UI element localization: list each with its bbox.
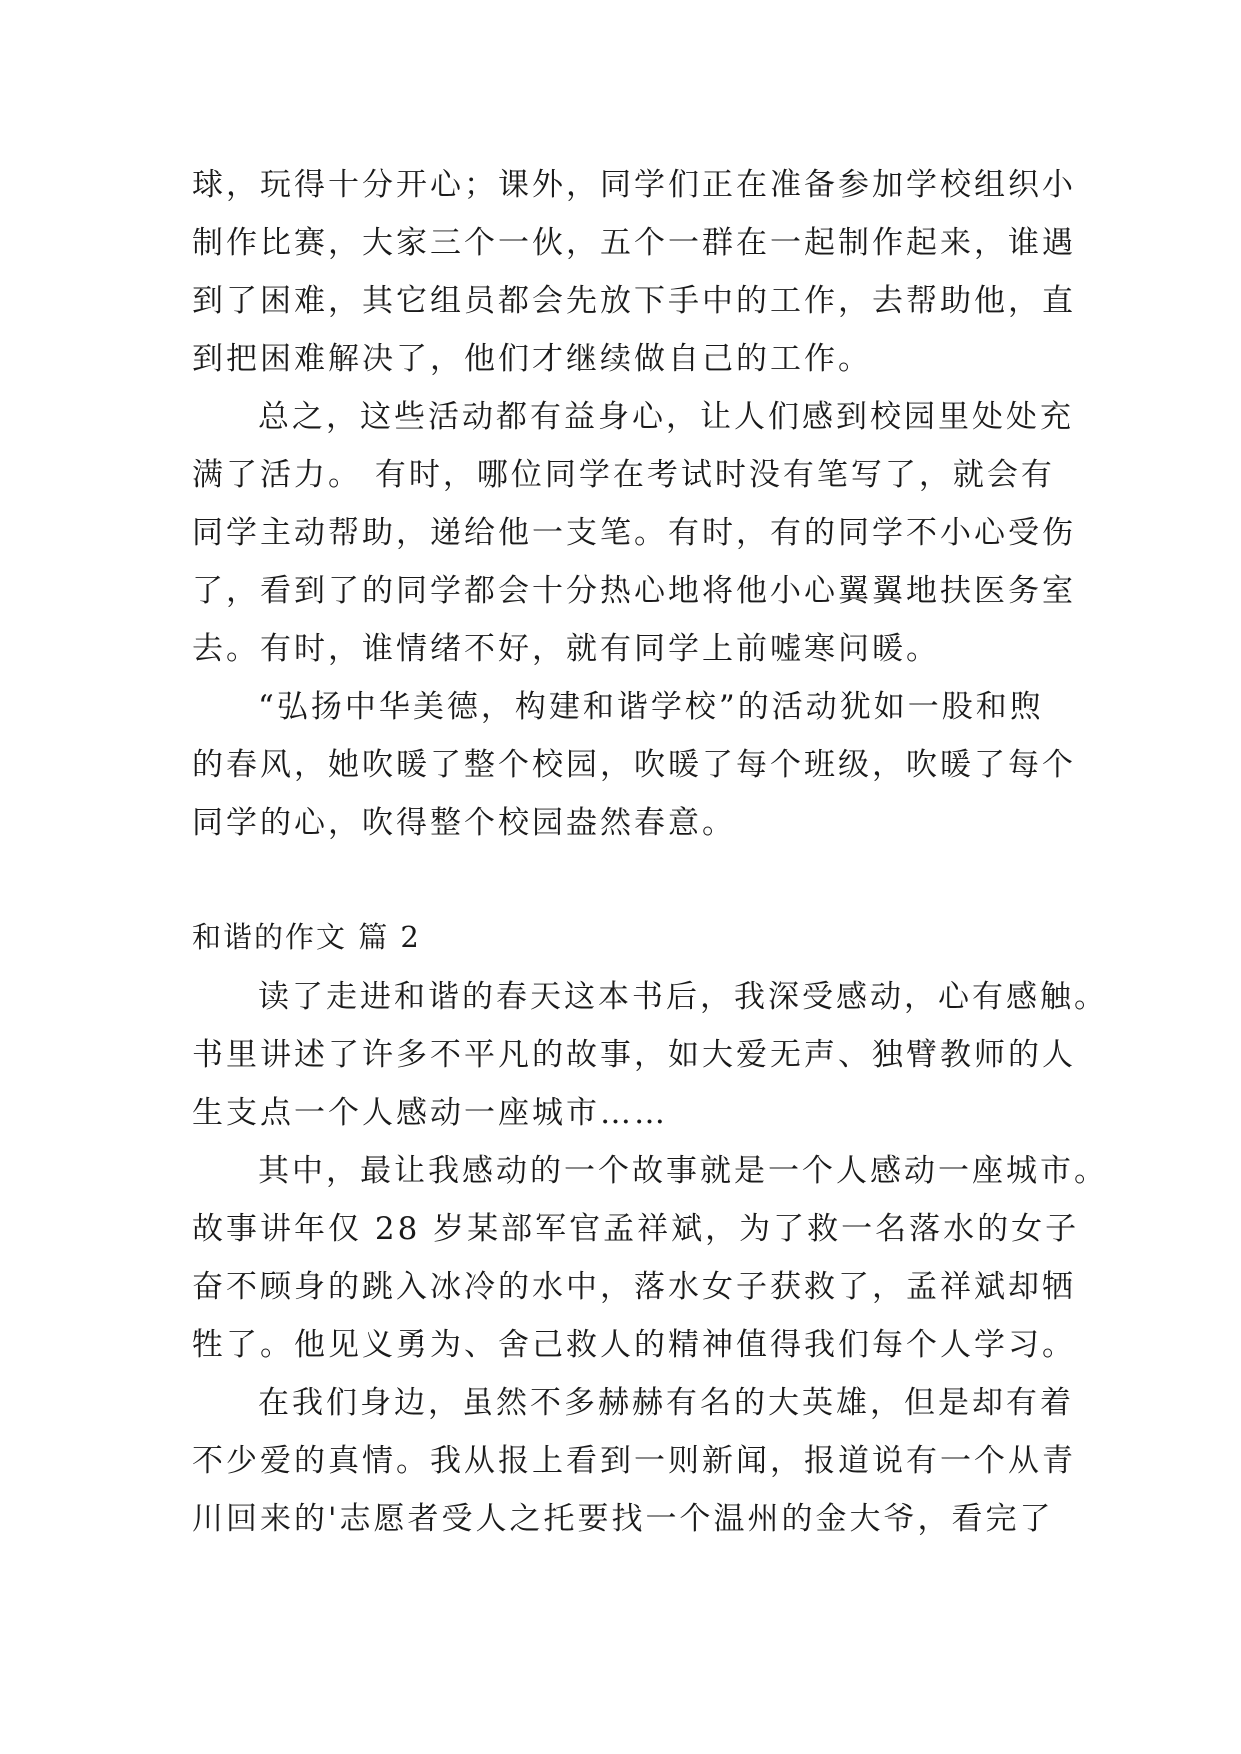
paragraph-line: 不少爱的真情。我从报上看到一则新闻，报道说有一个从青	[192, 1443, 1076, 1479]
paragraph-line: 牲了。他见义勇为、舍己救人的精神值得我们每个人学习。	[192, 1327, 1076, 1363]
paragraph-line: 同学的心，吹得整个校园盎然春意。	[192, 805, 736, 841]
essay-section-1	[192, 156, 1076, 852]
paragraph-line: 到了困难，其它组员都会先放下手中的工作，去帮助他，直	[192, 283, 1076, 319]
paragraph-line: “弘扬中华美德，构建和谐学校”的活动犹如一股和煦	[258, 689, 1044, 725]
paragraph-line: 去。有时，谁情绪不好，就有同学上前嘘寒问暖。	[192, 631, 940, 667]
paragraph-line: 满了活力。 有时，哪位同学在考试时没有笔写了，就会有	[192, 457, 1055, 493]
essay-section-2	[192, 968, 1108, 1548]
paragraph-line: 同学主动帮助，递给他一支笔。有时，有的同学不小心受伤	[192, 515, 1076, 551]
paragraph-line: 书里讲述了许多不平凡的故事，如大爱无声、独臂教师的人	[192, 1037, 1076, 1073]
paragraph-line: 读了走进和谐的春天这本书后，我深受感动，心有感触。	[258, 979, 1108, 1015]
paragraph-line: 总之，这些活动都有益身心，让人们感到校园里处处充	[258, 399, 1074, 435]
paragraph-line: 的春风，她吹暖了整个校园，吹暖了每个班级，吹暖了每个	[192, 747, 1076, 783]
essay-heading: 和谐的作文 篇 2	[192, 920, 421, 954]
paragraph-line: 制作比赛，大家三个一伙，五个一群在一起制作起来，谁遇	[192, 225, 1076, 261]
paragraph-line: 生支点一个人感动一座城市……	[192, 1095, 668, 1131]
paragraph-line: 球，玩得十分开心；课外，同学们正在准备参加学校组织小	[192, 167, 1076, 203]
paragraph-line: 了，看到了的同学都会十分热心地将他小心翼翼地扶医务室	[192, 573, 1076, 609]
paragraph-line: 在我们身边，虽然不多赫赫有名的大英雄，但是却有着	[258, 1385, 1074, 1421]
paragraph-line: 川回来的'志愿者受人之托要找一个温州的金大爷，看完了	[192, 1501, 1054, 1537]
paragraph-line: 奋不顾身的跳入冰冷的水中，落水女子获救了，孟祥斌却牺	[192, 1269, 1076, 1305]
paragraph-line: 到把困难解决了，他们才继续做自己的工作。	[192, 341, 872, 377]
paragraph-line: 故事讲年仅 28 岁某部军官孟祥斌，为了救一名落水的女子	[192, 1211, 1080, 1247]
paragraph-line: 其中，最让我感动的一个故事就是一个人感动一座城市。	[258, 1153, 1108, 1189]
